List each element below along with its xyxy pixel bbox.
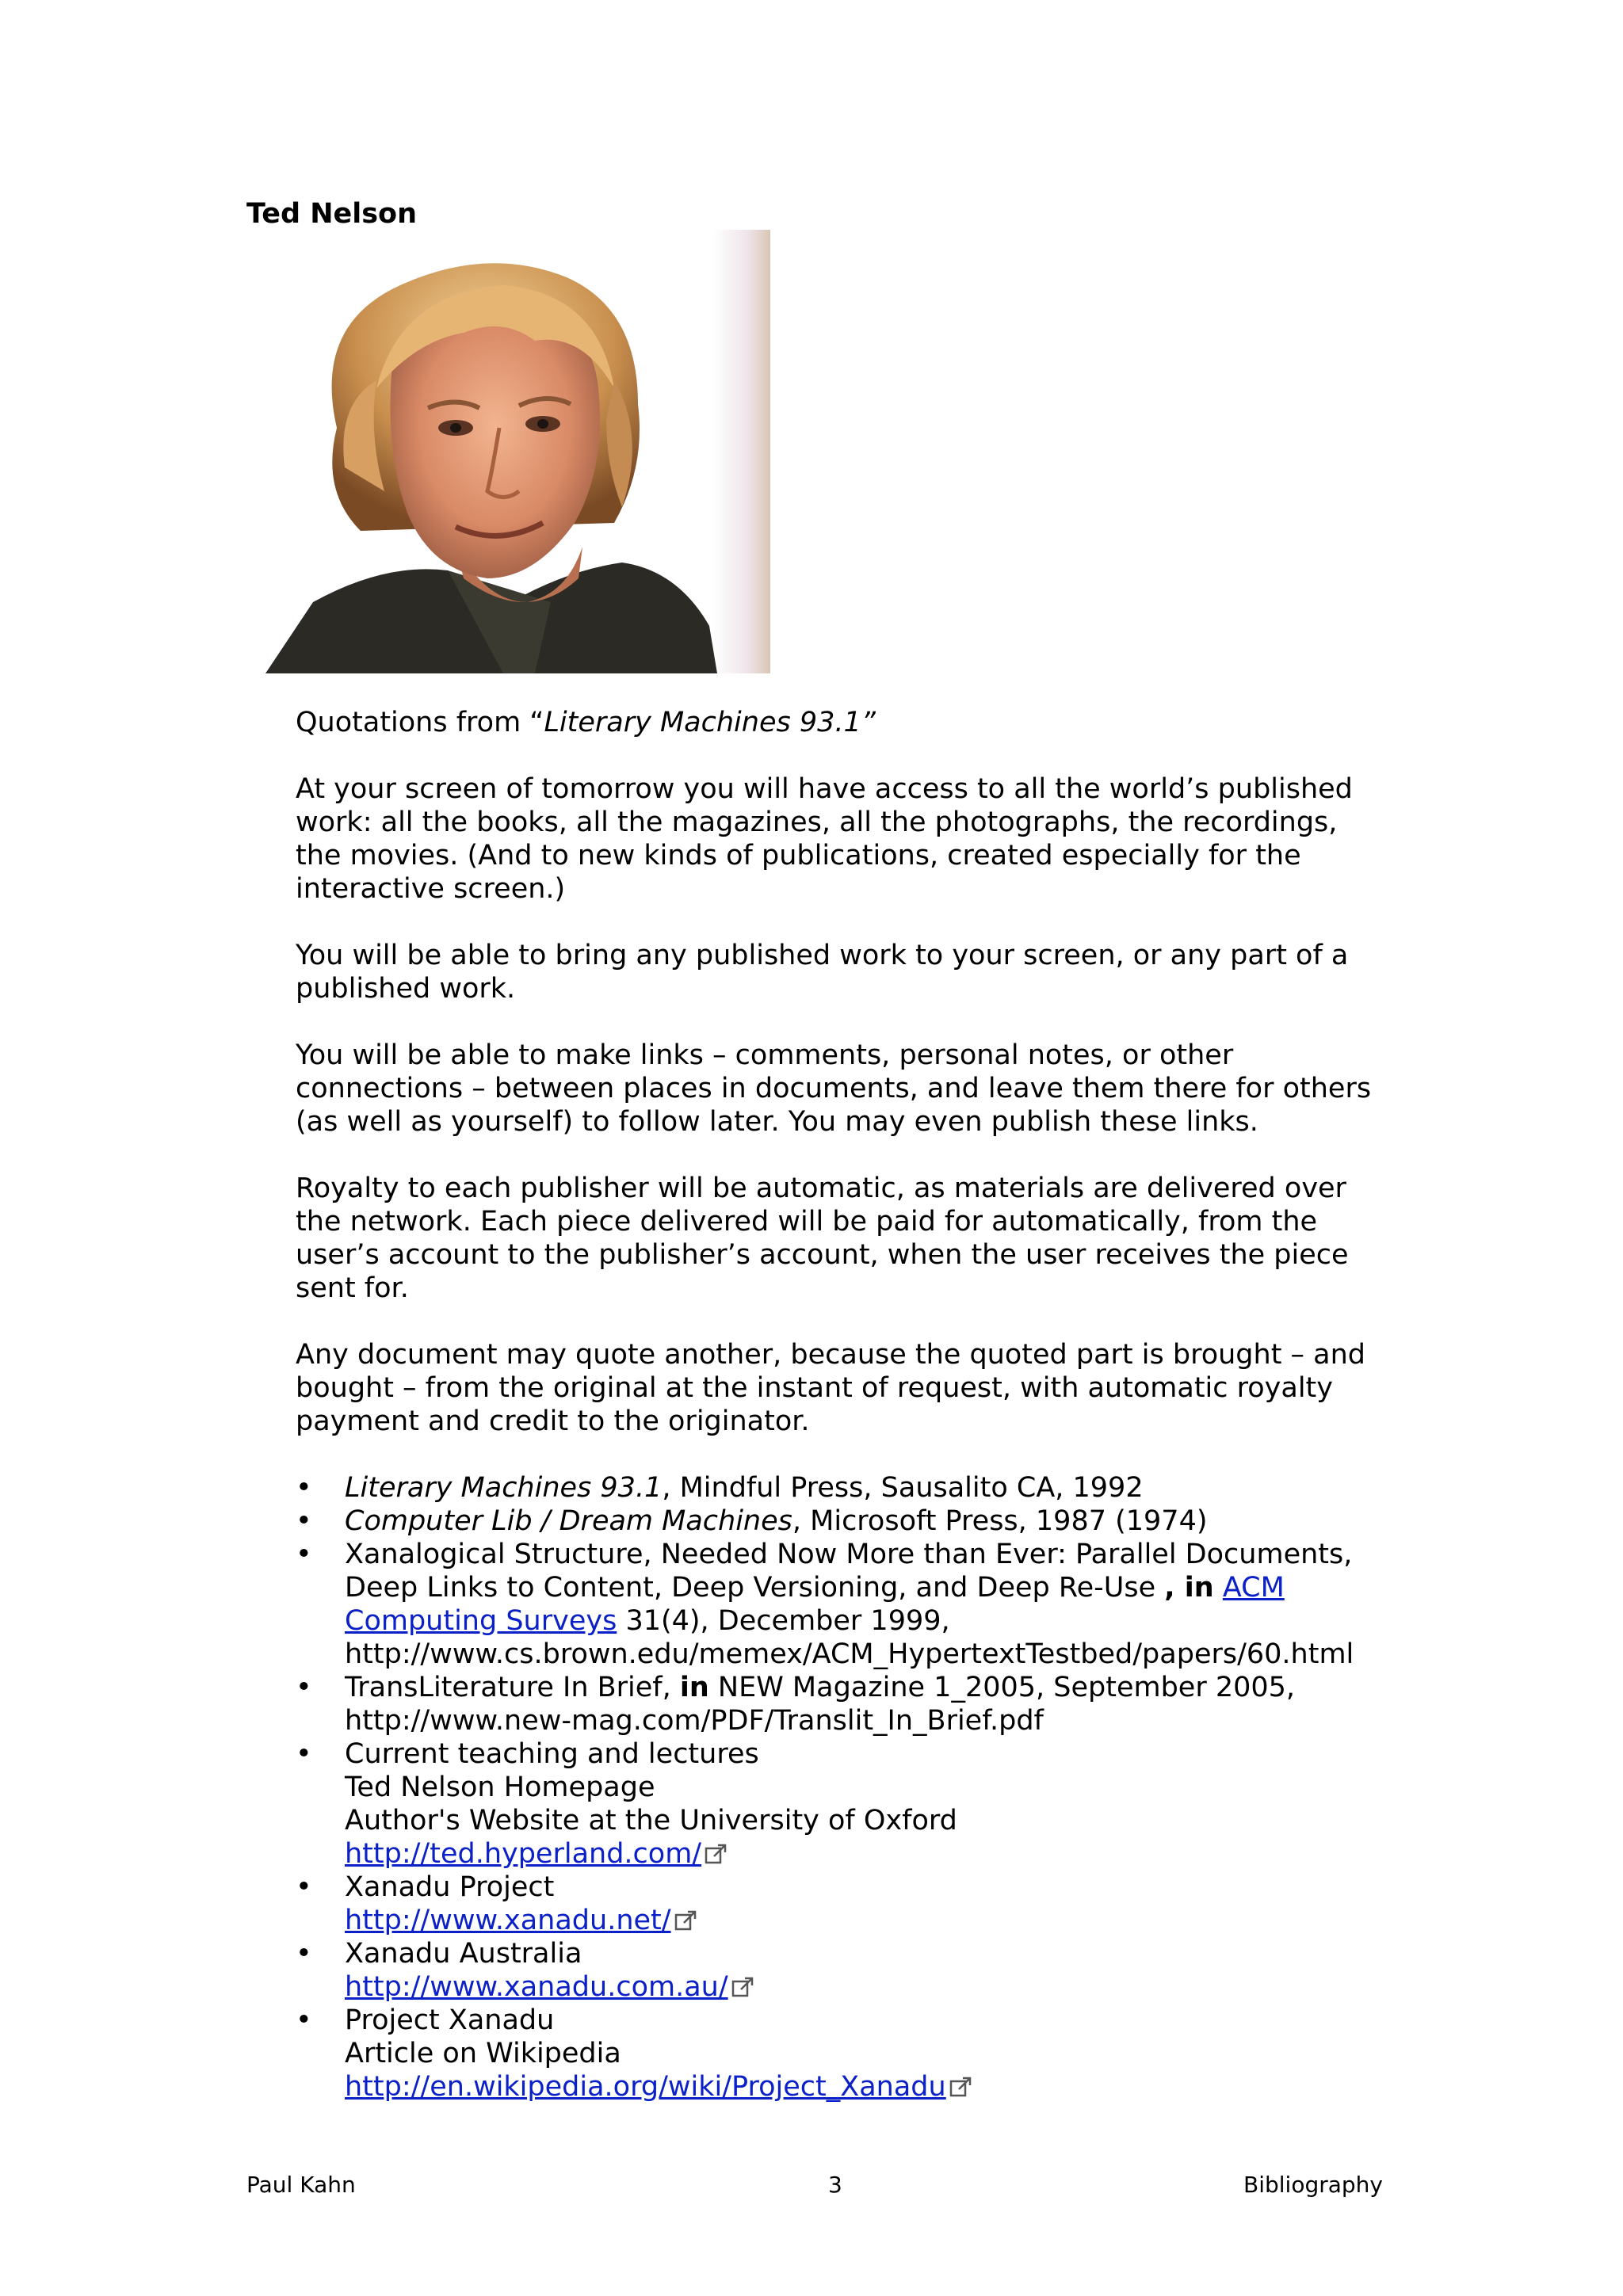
quote-paragraph [296,772,1389,906]
ref-details: , Mindful Press, Sausalito CA, 1992 [662,1472,1144,1504]
reference-list [296,1471,1389,2103]
quote-line: bought – from the original at the instant of request, with automatic royalty [296,1372,1333,1404]
portrait-photo [265,230,770,673]
quote-line: the movies. (And to new kinds of publications, created especially for the [296,840,1301,871]
list-item [296,1671,1389,1737]
page-heading: Ted Nelson [246,198,418,230]
ref-line: Deep Links to Content, Deep Versioning, and Deep Re-Use [345,1572,1165,1604]
footer-page-number: 3 [828,2172,842,2198]
ref-line: Project Xanadu [345,2004,555,2036]
xanadu-australia-link[interactable]: http://www.xanadu.com.au/ [345,1971,728,2003]
ref-title: Literary Machines 93.1 [345,1472,663,1504]
external-link-icon [705,1842,728,1866]
ref-line: Xanadu Australia [345,1938,582,1970]
quote-paragraph [296,939,1389,1005]
ref-title: Computer Lib / Dream Machines [345,1505,792,1537]
ref-line: Xanalogical Structure, Needed Now More than Ever: Parallel Documents, [345,1539,1353,1570]
footer-author: Paul Kahn [246,2172,356,2198]
bullet: • [296,1472,312,1504]
external-link-icon [674,1909,698,1932]
ted-hyperland-link[interactable]: http://ted.hyperland.com/ [345,1838,702,1870]
ref-line: Article on Wikipedia [345,2038,621,2069]
ref-in-word: , in [1164,1572,1214,1604]
quote-line: Royalty to each publisher will be automatic, as materials are delivered over [296,1173,1346,1204]
acm-link-part1[interactable]: ACM [1222,1572,1285,1604]
ref-title: TransLiterature In Brief, [345,1672,680,1703]
bullet: • [296,1738,312,1770]
quote-line: payment and credit to the originator. [296,1405,810,1437]
ref-details: NEW Magazine 1_2005, September 2005, [708,1672,1296,1703]
intro-prefix: Quotations from [296,707,530,738]
bullet: • [296,2004,312,2036]
intro-open-quote: “ [529,707,544,738]
quote-line: interactive screen.) [296,873,566,905]
ref-in-word: in [679,1672,709,1703]
quote-line: You will be able to make links – comments, personal notes, or other [296,1039,1234,1071]
list-item [296,1471,1389,1505]
list-item [296,1937,1389,2004]
ref-details: , Microsoft Press, 1987 (1974) [792,1505,1208,1537]
quote-line: user’s account to the publisher’s account, when the user receives the piece [296,1239,1349,1271]
footer-section: Bibliography [1243,2172,1383,2198]
wikipedia-link[interactable]: http://en.wikipedia.org/wiki/Project_Xanadu [345,2071,946,2103]
bullet: • [296,1938,312,1970]
list-item [296,2004,1389,2103]
ref-line: Ted Nelson Homepage [345,1772,655,1803]
list-item [296,1737,1389,1871]
quote-line: At your screen of tomorrow you will have access to all the world’s published [296,773,1353,805]
quote-line: You will be able to bring any published work to your screen, or any part of a [296,940,1349,971]
bullet: • [296,1505,312,1537]
body-text [296,706,1389,2103]
quote-line: the network. Each piece delivered will be paid for automatically, from the [296,1206,1318,1238]
list-item [296,1871,1389,1937]
quote-paragraph [296,1338,1389,1438]
quote-paragraph [296,1039,1389,1138]
external-link-icon [949,2075,973,2099]
list-item [296,1505,1389,1538]
external-link-icon [731,1975,755,1999]
quote-line: connections – between places in documents, and leave them there for others [296,1073,1372,1104]
bullet: • [296,1672,312,1703]
ref-line: Xanadu Project [345,1871,555,1903]
bullet: • [296,1539,312,1570]
quote-line: work: all the books, all the magazines, all the photographs, the recordings, [296,807,1338,838]
quote-line: Any document may quote another, because the quoted part is brought – and [296,1339,1366,1371]
quote-line: sent for. [296,1272,409,1304]
list-item [296,1538,1389,1671]
ref-url: http://www.new-mag.com/PDF/Translit_In_Brief.pdf [345,1705,1044,1737]
quote-line: published work. [296,973,516,1005]
quotations-intro [296,706,1389,739]
acm-computing-surveys-link[interactable]: Computing Surveys [345,1605,617,1637]
bullet: • [296,1871,312,1903]
intro-close-quote: ” [861,707,876,738]
ref-url: http://www.cs.brown.edu/memex/ACM_HypertextTestbed/papers/60.html [345,1638,1354,1670]
ref-line: Current teaching and lectures [345,1738,759,1770]
quote-line: (as well as yourself) to follow later. You may even publish these links. [296,1106,1258,1138]
xanadu-net-link[interactable]: http://www.xanadu.net/ [345,1905,671,1936]
intro-book-title: Literary Machines 93.1 [544,707,861,738]
quote-paragraph [296,1172,1389,1305]
ref-line: Author's Website at the University of Oxford [345,1805,957,1836]
ref-details: 31(4), December 1999, [617,1605,950,1637]
